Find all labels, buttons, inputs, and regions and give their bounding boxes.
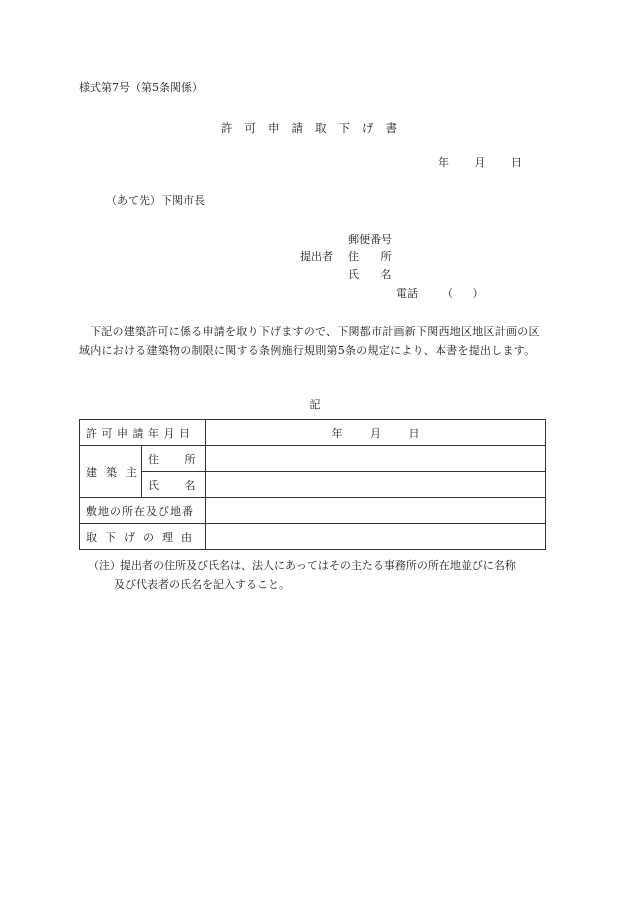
table-row (80, 472, 546, 498)
addressee: （あて先）下関市長 (106, 194, 205, 207)
note-line-2: 及び代表者の氏名を記入すること。 (114, 578, 290, 591)
phone-label: 電話 (396, 287, 418, 300)
table-row (80, 446, 546, 472)
body-text: 下記の建築許可に係る申請を取り下げますので、下関都市計画新下関西地区地区計画の区域内における建築物の制限に関する条例施行規則第5条の規定により、本書を提出します。 (79, 325, 540, 357)
application-date-value[interactable]: 年 月 日 (206, 420, 546, 446)
form-number: 様式第7号（第5条関係） (79, 81, 203, 94)
table-row (80, 498, 546, 524)
reason-value[interactable] (206, 524, 546, 550)
owner-label: 建築主 (80, 446, 142, 498)
phone-parens: （ ） (442, 287, 484, 300)
note-marker: （注） (88, 559, 121, 572)
submitter-name-label: 氏 名 (348, 268, 392, 281)
application-date-label: 許可申請年月日 (80, 420, 206, 446)
table-row (80, 524, 546, 550)
site-label: 敷地の所在及び地番 (80, 498, 206, 524)
postal-code-label: 郵便番号 (348, 233, 392, 246)
ki-heading: 記 (309, 398, 321, 411)
owner-address-label: 住 所 (142, 446, 206, 472)
application-table (79, 419, 546, 550)
document-title: 許可申請取下げ書 (221, 121, 409, 135)
owner-address-value[interactable] (206, 446, 546, 472)
date-line: 年 月 日 (438, 156, 522, 169)
reason-label: 取下げの理由 (80, 524, 206, 550)
submitter-address-label: 住 所 (348, 250, 392, 263)
submitter-label: 提出者 (300, 250, 333, 263)
owner-name-value[interactable] (206, 472, 546, 498)
owner-name-label: 氏 名 (142, 472, 206, 498)
table-row (80, 420, 546, 446)
site-value[interactable] (206, 498, 546, 524)
note-line-1: 提出者の住所及び氏名は、法人にあってはその主たる事務所の所在地並びに名称 (120, 559, 516, 572)
